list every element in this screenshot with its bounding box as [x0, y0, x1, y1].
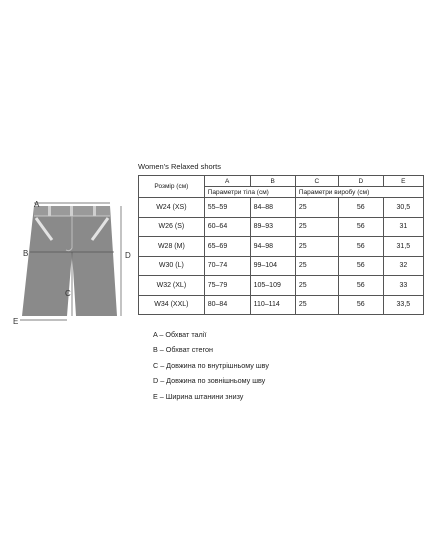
header-letter-c: C	[295, 176, 338, 187]
cell-a: 60–64	[204, 217, 250, 237]
label-d: D	[125, 251, 131, 260]
legend-item-d: D – Довжина по зовнішньому шву	[153, 376, 266, 386]
cell-e: 33,5	[383, 295, 423, 315]
cell-size: W24 (XS)	[139, 198, 205, 218]
cell-c: 25	[295, 276, 338, 296]
belt-loop	[93, 206, 96, 216]
cell-b: 84–88	[250, 198, 295, 218]
label-e: E	[13, 317, 19, 326]
header-letter-b: B	[250, 176, 295, 187]
cell-a: 80–84	[204, 295, 250, 315]
cell-b: 94–98	[250, 237, 295, 257]
cell-d: 56	[338, 237, 383, 257]
cell-e: 31	[383, 217, 423, 237]
cell-b: 89–93	[250, 217, 295, 237]
cell-c: 25	[295, 217, 338, 237]
cell-a: 75–79	[204, 276, 250, 296]
belt-loop	[70, 206, 73, 216]
cell-e: 30,5	[383, 198, 423, 218]
cell-e: 33	[383, 276, 423, 296]
cell-d: 56	[338, 198, 383, 218]
cell-a: 55–59	[204, 198, 250, 218]
cell-d: 56	[338, 276, 383, 296]
table-row	[139, 295, 424, 315]
header-letter-a: A	[204, 176, 250, 187]
cell-d: 56	[338, 217, 383, 237]
cell-size: W26 (S)	[139, 217, 205, 237]
legend-item-b: B – Обхват стегон	[153, 345, 213, 355]
size-table	[138, 175, 424, 315]
table-header-row	[139, 176, 424, 187]
table-row	[139, 276, 424, 296]
cell-e: 31,5	[383, 237, 423, 257]
header-letter-d: D	[338, 176, 383, 187]
cell-c: 25	[295, 295, 338, 315]
cell-size: W28 (M)	[139, 237, 205, 257]
belt-loop	[48, 206, 51, 216]
cell-b: 99–104	[250, 256, 295, 276]
label-c: C	[65, 289, 71, 298]
cell-e: 32	[383, 256, 423, 276]
shorts-silhouette	[22, 206, 117, 316]
cell-size: W30 (L)	[139, 256, 205, 276]
header-letter-e: E	[383, 176, 423, 187]
cell-d: 56	[338, 256, 383, 276]
label-a: A	[34, 200, 40, 209]
cell-a: 65–69	[204, 237, 250, 257]
label-b: B	[23, 249, 29, 258]
cell-size: W34 (XXL)	[139, 295, 205, 315]
header-body-params: Параметри тіла (см)	[204, 187, 295, 198]
cell-d: 56	[338, 295, 383, 315]
table-row	[139, 198, 424, 218]
cell-c: 25	[295, 237, 338, 257]
chart-title: Women's Relaxed shorts	[138, 162, 221, 171]
cell-c: 25	[295, 198, 338, 218]
legend-item-e: E – Ширина штанини знизу	[153, 391, 244, 401]
table-row	[139, 217, 424, 237]
cell-b: 105–109	[250, 276, 295, 296]
table-row	[139, 237, 424, 257]
measurement-legend	[153, 327, 269, 404]
header-size: Розмір (см)	[139, 176, 205, 198]
cell-a: 70–74	[204, 256, 250, 276]
cell-c: 25	[295, 256, 338, 276]
header-product-params: Параметри виробу (см)	[295, 187, 423, 198]
cell-size: W32 (XL)	[139, 276, 205, 296]
cell-b: 110–114	[250, 295, 295, 315]
table-row	[139, 256, 424, 276]
legend-item-c: C – Довжина по внутрішньому шву	[153, 360, 269, 370]
legend-item-a: A – Обхват талії	[153, 330, 207, 339]
